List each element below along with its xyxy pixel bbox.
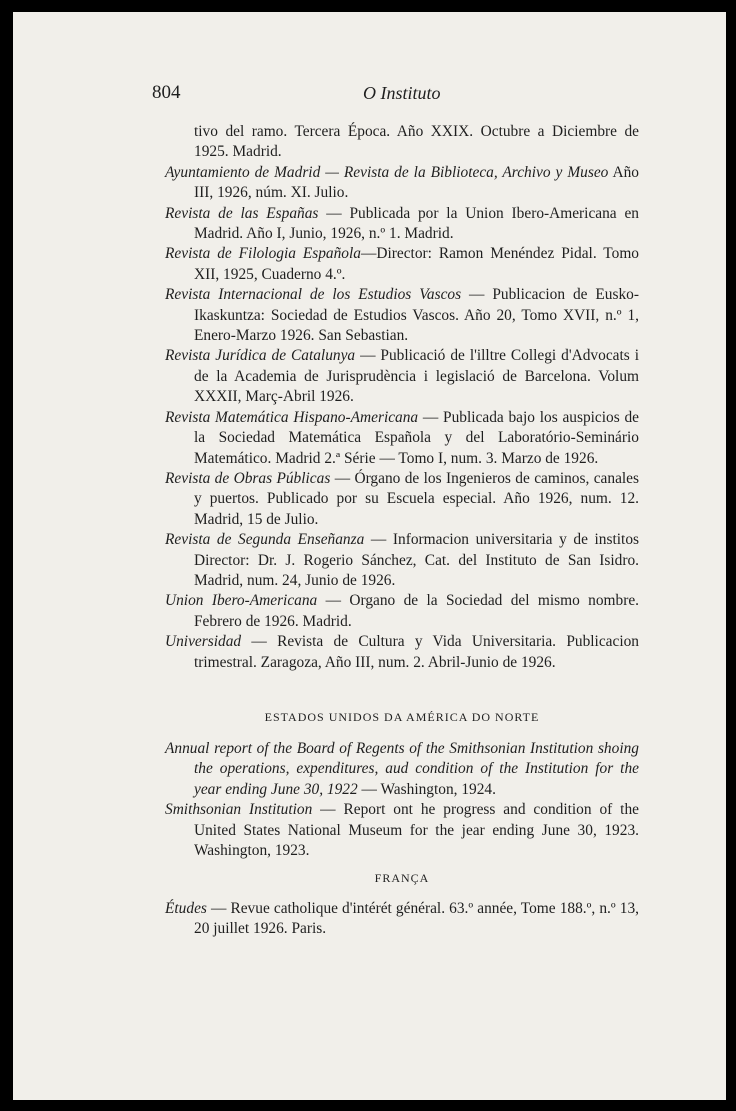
entry-title: Universidad xyxy=(165,633,242,651)
bibliography-list-france xyxy=(165,899,639,940)
list-item xyxy=(165,530,639,591)
entry-title: Revista Internacional de los Estudios Vascos xyxy=(165,286,462,304)
list-item xyxy=(165,899,639,940)
entry-title: Revista de Filologia Española xyxy=(165,245,361,263)
entry-text: — Revue catholique d'intérét général. 63.º année, Tome 188.º, n.º 13, 20 juillet 1926. Paris. xyxy=(194,900,639,938)
bibliography-list-spain xyxy=(165,122,639,673)
list-item xyxy=(165,739,639,800)
entry-text: — Report ont he progress and condition of the United States National Museum for the jear ending June 30, 1923. Washington, 1923. xyxy=(194,801,639,860)
page-header xyxy=(152,82,652,108)
list-item xyxy=(165,285,639,346)
list-item xyxy=(165,800,639,861)
section-heading-france: FRANÇA xyxy=(374,871,430,885)
list-item xyxy=(165,632,639,673)
entry-title: Union Ibero-Americana xyxy=(165,592,318,610)
entry-title: Annual report of the Board of Regents of the Smithsonian Institution shoing the operations, expenditures, aud condition of the Institution for the year ending June 30, 1922 xyxy=(165,740,639,798)
list-item xyxy=(165,591,639,632)
entry-title: Revista Jurídica de Catalunya xyxy=(165,347,356,365)
entry-title: Revista de las Españas xyxy=(165,204,319,222)
list-item xyxy=(165,204,639,245)
list-item xyxy=(165,244,639,285)
section-heading-usa: ESTADOS UNIDOS DA AMÉRICA DO NORTE xyxy=(264,710,540,724)
list-item xyxy=(165,408,639,469)
entry-text: — Publicada bajo los auspicios de la Sociedad Matemática Española y del Laboratório-Seminário Matemático. Madrid 2.ª Série — Tomo I, num. 3. Marzo de 1926. xyxy=(194,408,639,467)
entry-text: — Informacion universitaria y de institos Director: Dr. J. Rogerio Sánchez, Cat. del Instituto de San Isidro. Madrid, num. 24, Junio de 1926. xyxy=(194,531,639,589)
bibliography-list-usa xyxy=(165,739,639,861)
entry-title: Smithsonian Institution xyxy=(165,801,313,819)
entry-text: — Publicacion de Eusko-Ikaskuntza: Sociedad de Estudios Vascos. Año 20, Tomo XVII, n.º 1, Enero-Marzo 1926. San Sebastian. xyxy=(194,286,639,345)
entry-title: Revista Matemática Hispano-Americana xyxy=(165,408,419,426)
list-item xyxy=(165,163,639,204)
page-number: 804 xyxy=(152,82,181,103)
running-title: O Instituto xyxy=(363,83,441,103)
list-item xyxy=(165,469,639,530)
entry-title: Ayuntamiento de Madrid — Revista de la Biblioteca, Archivo y Museo xyxy=(165,163,609,181)
entry-text: Año III, 1926, núm. XI. Julio. xyxy=(194,163,640,202)
entry-title: Revista de Segunda Enseñanza xyxy=(165,531,365,549)
list-item: tivo del ramo. Tercera Época. Año XXIX. Octubre a Diciembre de 1925. Madrid. xyxy=(194,123,639,161)
entry-text: — Publicació de l'illtre Collegi d'Advocats i de la Academia de Jurisprudència i legislació de Barcelona. Volum XXXII, Març-Abril 1926. xyxy=(194,347,639,406)
entry-title: Études xyxy=(165,900,207,917)
entry-text: — Organo de la Sociedad del mismo nombre. Febrero de 1926. Madrid. xyxy=(194,592,640,630)
entry-text: — Revista de Cultura y Vida Universitaria. Publicacion trimestral. Zaragoza, Año III, num. 2. Abril-Junio de 1926. xyxy=(194,633,639,671)
list-item xyxy=(165,346,639,407)
entry-title: Revista de Obras Públicas xyxy=(165,469,331,487)
entry-text: — Washington, 1924. xyxy=(357,780,496,798)
entry-text: — Órgano de los Ingenieros de caminos, canales y puertos. Publicado por su Escuela especial. Año 1926, num. 12. Madrid, 15 de Julio. xyxy=(194,469,639,528)
entry-text: — Publicada por la Union Ibero-Americana en Madrid. Año I, Junio, 1926, n.º 1. Madrid. xyxy=(194,204,639,243)
entry-text: —Director: Ramon Menéndez Pidal. Tomo XII, 1925, Cuaderno 4.º. xyxy=(194,245,639,283)
